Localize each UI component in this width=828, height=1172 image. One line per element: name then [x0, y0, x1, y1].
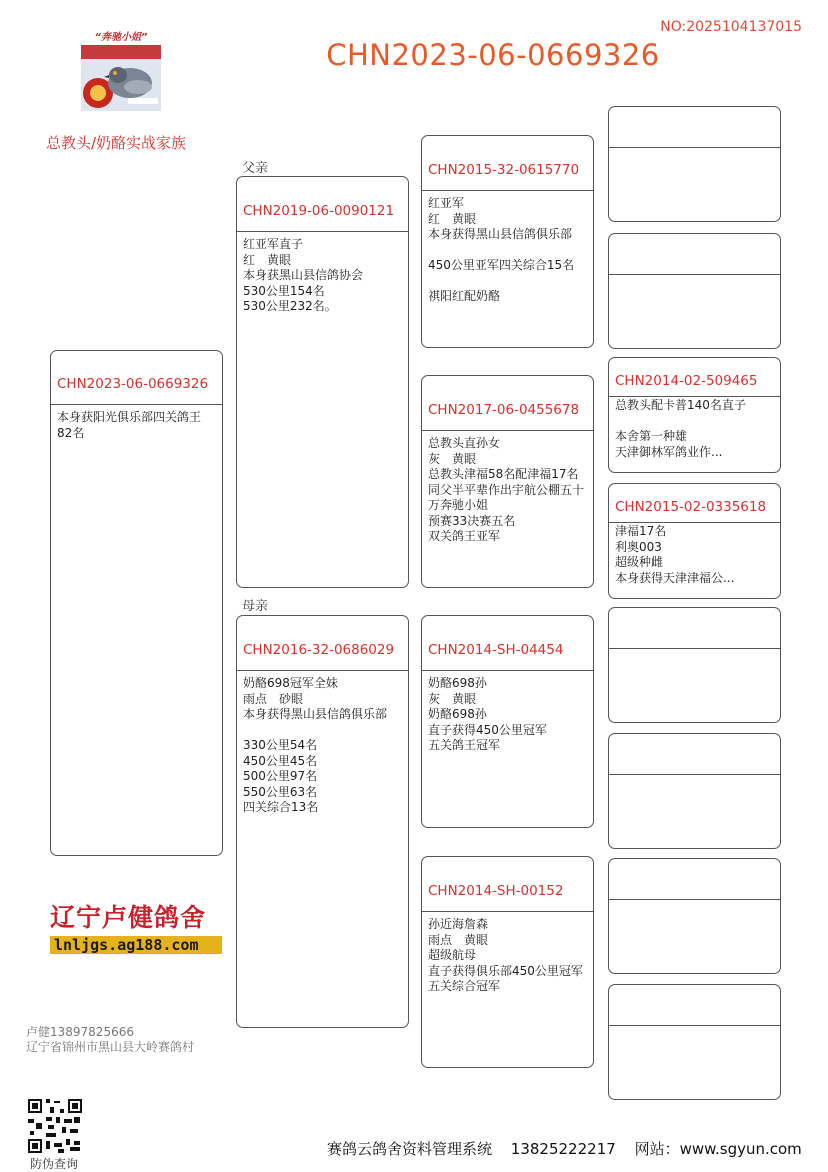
great-grandparent-card-empty	[608, 233, 781, 349]
great-grandparent-card-empty	[608, 733, 781, 849]
pigeon-photo-icon	[78, 43, 164, 113]
qr-code-icon[interactable]	[26, 1097, 84, 1155]
footer-system: 赛鸽云鸽舍资料管理系统	[327, 1140, 493, 1158]
sire-dam-card	[421, 375, 594, 588]
sire-sire-ring: CHN2015-32-0615770	[428, 162, 580, 178]
subject-ring: CHN2023-06-0669326	[57, 376, 209, 392]
great-grandparent-ring: CHN2015-02-0335618	[615, 499, 767, 515]
subject-card	[50, 350, 223, 856]
contact-info	[26, 1025, 194, 1055]
footer-website[interactable]: 网站：www.sgyun.com	[634, 1140, 802, 1158]
dam-card	[236, 615, 409, 1028]
logo-slogan: “奔驰小姐”	[94, 32, 148, 43]
dam-sire-ring: CHN2014-SH-04454	[428, 642, 564, 658]
great-grandparent-ring: CHN2014-02-509465	[615, 373, 758, 389]
loft-stamp	[50, 898, 222, 954]
great-grandparent-notes: 总教头配卡普140名直子 本舍第一种雄 天津御林军鸽业作...	[615, 398, 746, 459]
certificate-number: NO:2025104137015	[660, 19, 802, 35]
sire-card	[236, 176, 409, 588]
great-grandparent-card-empty	[608, 984, 781, 1100]
loft-name: 辽宁卢健鸽舍	[50, 903, 207, 932]
dam-dam-ring: CHN2014-SH-00152	[428, 883, 564, 899]
great-grandparent-card	[608, 483, 781, 599]
sire-ring: CHN2019-06-0090121	[243, 203, 395, 219]
dam-notes: 奶酪698冠军全妹 雨点 砂眼 本身获得黑山县信鸽俱乐部 330公里54名 450公里45名 500公里97名 550公里63名 四关综合13名	[243, 676, 388, 814]
loft-logo	[78, 28, 164, 112]
great-grandparent-notes: 津福17名 利奥003 超级种雌 本身获得天津津福公...	[615, 524, 735, 585]
contact-address: 辽宁省锦州市黑山县大岭赛鸽村	[26, 1040, 195, 1054]
footer	[327, 1138, 816, 1159]
page-title: CHN2023-06-0669326	[326, 38, 660, 72]
subject-notes: 本身获阳光俱乐部四关鸽王 82名	[57, 410, 202, 440]
contact-phone: 卢健13897825666	[26, 1025, 134, 1039]
qr-label: 防伪查询	[30, 1157, 79, 1171]
dam-ring: CHN2016-32-0686029	[243, 642, 395, 658]
sire-notes: 红亚军直子 红 黄眼 本身获黑山县信鸽协会 530公里154名 530公里232名。	[243, 237, 364, 313]
dam-sire-card	[421, 615, 594, 828]
dam-sire-notes: 奶酪698孙 灰 黄眼 奶酪698孙 直子获得450公里冠军 五关鸽王冠军	[428, 676, 547, 752]
great-grandparent-card-empty	[608, 858, 781, 974]
family-line: 总教头/奶酪实战家族	[46, 134, 187, 152]
sire-label: 父亲	[242, 161, 269, 176]
sire-dam-ring: CHN2017-06-0455678	[428, 402, 580, 418]
great-grandparent-card	[608, 357, 781, 473]
dam-dam-card	[421, 856, 594, 1068]
sire-sire-notes: 红亚军 红 黄眼 本身获得黑山县信鸽俱乐部 450公里亚军四关综合15名 祺阳红配奶酪	[428, 196, 575, 303]
loft-url[interactable]: lnljgs.ag188.com	[50, 936, 222, 954]
footer-phone: 13825222217	[510, 1140, 616, 1158]
great-grandparent-card-empty	[608, 607, 781, 723]
sire-sire-card	[421, 135, 594, 348]
dam-label: 母亲	[242, 599, 269, 614]
sire-dam-notes: 总教头直孙女 灰 黄眼 总教头津福58名配津福17名 同父半平辈作出宇航公棚五十万奔驰小姐 预赛33决赛五名 双关鸽王亚军	[428, 436, 585, 543]
dam-dam-notes: 孙近海詹森 雨点 黄眼 超级航母 直子获得俱乐部450公里冠军 五关综合冠军	[428, 917, 583, 993]
great-grandparent-card-empty	[608, 106, 781, 222]
